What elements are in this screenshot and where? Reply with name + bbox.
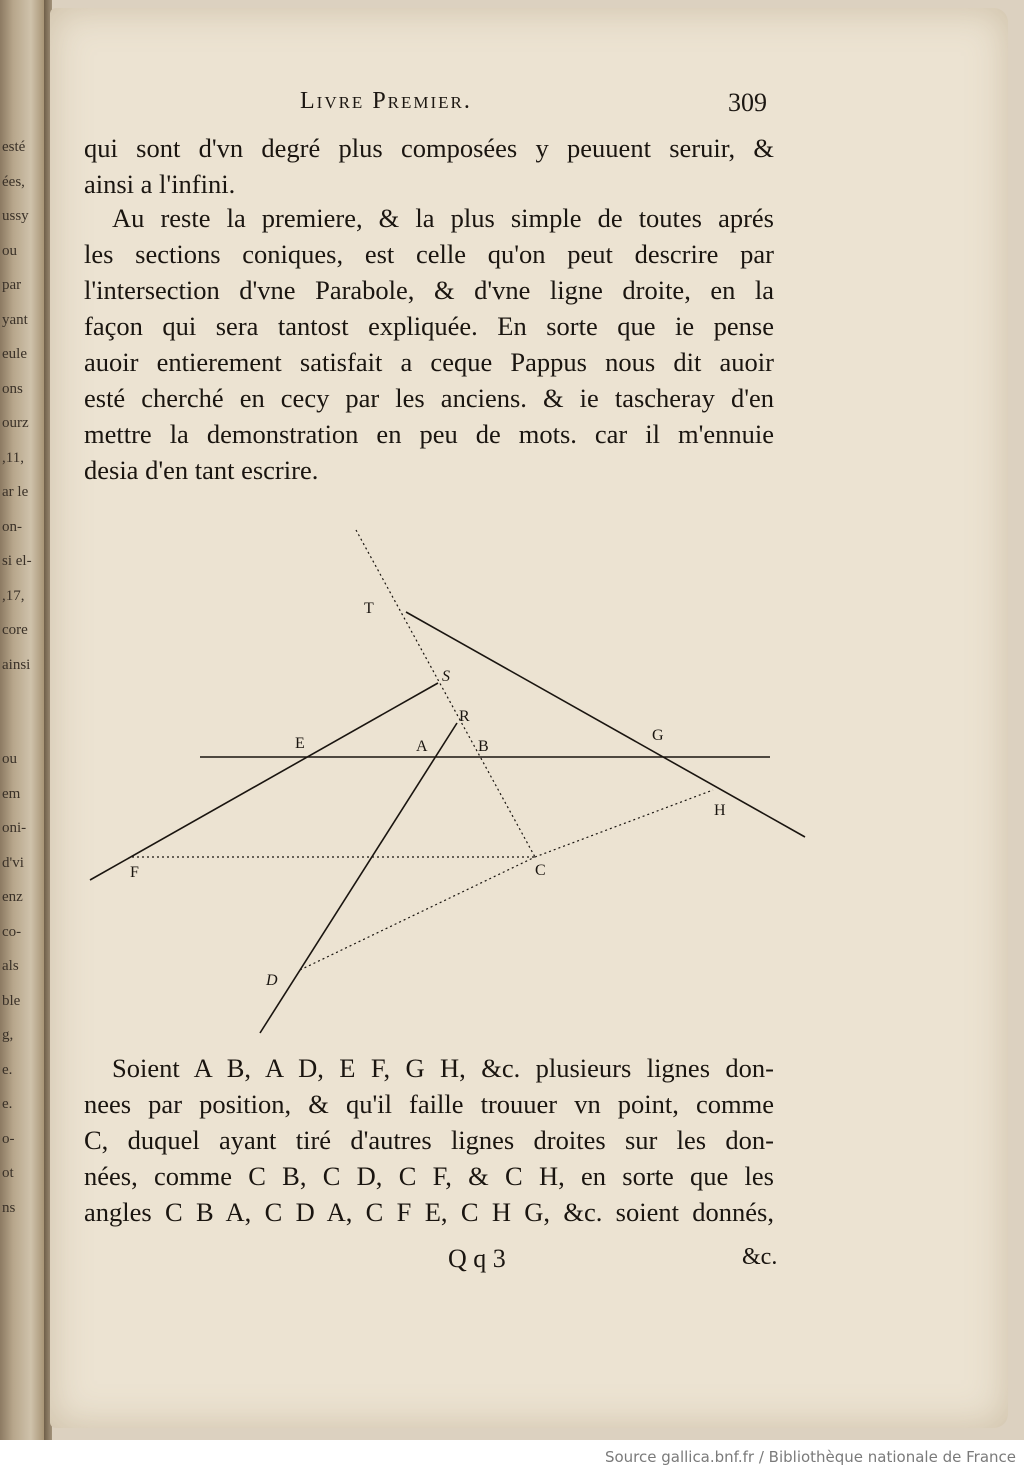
- label-a: A: [416, 738, 428, 755]
- previous-page-fragment: ble: [2, 992, 21, 1009]
- line-cb-dotted: [356, 530, 535, 857]
- text-line: Au reste la premiere, & la plus simple de toutes aprés: [112, 203, 774, 233]
- previous-page-fragment: ,17,: [2, 587, 25, 604]
- text-line: auoir entierement satisfait a ceque Pappus nous dit auoir: [84, 347, 774, 377]
- previous-page-fragment: ussy: [2, 208, 29, 224]
- geometric-figure: [80, 525, 820, 1045]
- previous-page-fragment: ar le: [2, 484, 29, 500]
- label-g: G: [652, 727, 664, 744]
- previous-page-fragment: ainsi: [2, 656, 31, 673]
- previous-page-fragment: em: [2, 785, 21, 802]
- text-line: C, duquel ayant tiré d'autres lignes droites sur les don-: [84, 1125, 774, 1155]
- previous-page-fragment: ns: [2, 1199, 16, 1216]
- signature-mark: Q q 3: [448, 1244, 506, 1273]
- catchword: &c.: [742, 1244, 778, 1270]
- text-line: qui sont d'vn degré plus composées y peuuent seruir, &: [84, 133, 774, 163]
- label-h: H: [714, 802, 726, 819]
- previous-page-fragment: core: [2, 622, 28, 638]
- previous-page-fragment: ons: [2, 380, 23, 397]
- line-ef: [90, 683, 438, 880]
- text-line: ainsi a l'infini.: [84, 169, 236, 199]
- previous-page-fragment: si el-: [2, 553, 32, 569]
- previous-page-fragment: eule: [2, 346, 27, 362]
- text-line: desia d'en tant escrire.: [84, 455, 319, 485]
- previous-page-fragment: esté: [2, 139, 26, 155]
- previous-page-fragment: ,11,: [2, 449, 24, 466]
- previous-page-fragment: ou: [2, 751, 17, 767]
- previous-page-fragment: ées,: [2, 173, 25, 190]
- text-line: esté cherché en cecy par les anciens. & ie tascheray d'en: [84, 383, 774, 413]
- label-d: D: [266, 972, 278, 989]
- previous-page-fragment: ou: [2, 242, 17, 259]
- source-credit: Source gallica.bnf.fr / Bibliothèque nationale de France: [604, 1448, 1016, 1466]
- previous-page-fragment: [2, 682, 38, 742]
- previous-page-fragment: ourz: [2, 415, 29, 431]
- label-f: F: [130, 864, 139, 881]
- text-line: nées, comme C B, C D, C F, & C H, en sorte que les: [84, 1161, 774, 1191]
- paragraph-3: [84, 1050, 774, 1230]
- previous-page-fragment: oni-: [2, 820, 27, 836]
- previous-page-fragment: g,: [2, 1027, 14, 1043]
- previous-page-fragment: co-: [2, 923, 22, 940]
- previous-page-fragment: ot: [2, 1165, 14, 1181]
- label-c: C: [535, 862, 546, 879]
- previous-page-fragment: o-: [2, 1130, 15, 1147]
- label-t: T: [364, 600, 374, 617]
- previous-page-fragment: e.: [2, 1096, 13, 1112]
- label-r: R: [459, 708, 470, 725]
- previous-page-fragment: par: [2, 277, 22, 293]
- label-s: S: [442, 668, 450, 685]
- text-line: façon qui sera tantost expliquée. En sorte que ie pense: [84, 311, 774, 341]
- running-head: Livre Premier.: [300, 88, 472, 114]
- text-line: nees par position, & qu'il faille trouuer vn point, comme: [84, 1089, 774, 1119]
- line-ad: [260, 723, 457, 1033]
- text-line: mettre la demonstration en peu de mots. car il m'ennuie: [84, 419, 774, 449]
- label-e: E: [295, 735, 305, 752]
- paragraph-1: [84, 130, 774, 202]
- text-line: l'intersection d'vne Parabole, & d'vne ligne droite, en la: [84, 275, 774, 305]
- line-ch-dotted: [535, 790, 713, 857]
- previous-page-fragment: on-: [2, 518, 22, 535]
- text-line: Soient A B, A D, E F, G H, &c. plusieurs lignes don-: [112, 1053, 774, 1083]
- previous-page-fragment: d'vi: [2, 854, 24, 871]
- previous-page-text-fragments: [2, 130, 38, 1225]
- text-line: les sections coniques, est celle qu'on peut descrire par: [84, 239, 774, 269]
- previous-page-fragment: yant: [2, 311, 28, 328]
- label-b: B: [478, 738, 489, 755]
- text-line: angles C B A, C D A, C F E, C H G, &c. soient donnés,: [84, 1197, 774, 1227]
- paragraph-2: [84, 200, 774, 488]
- previous-page-fragment: e.: [2, 1061, 13, 1078]
- previous-page-fragment: enz: [2, 889, 23, 905]
- page-number: 309: [728, 88, 767, 117]
- previous-page-fragment: als: [2, 958, 19, 974]
